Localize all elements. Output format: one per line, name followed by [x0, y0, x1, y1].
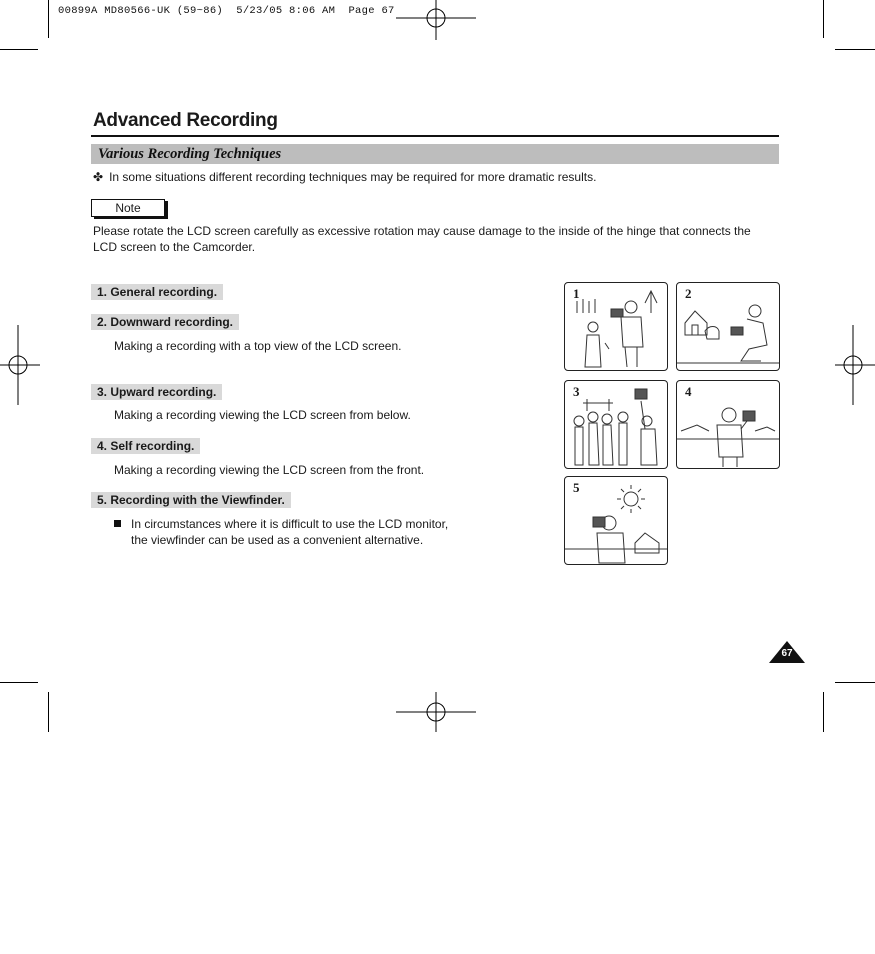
- downward-recording-drawing: [677, 283, 779, 370]
- viewfinder-recording-illustration: [564, 476, 668, 565]
- section-title: Various Recording Techniques: [98, 146, 282, 162]
- viewfinder-bullet: [114, 516, 448, 548]
- step-1-heading: 1. General recording.: [91, 284, 223, 300]
- square-bullet-icon: [114, 520, 121, 527]
- registration-mark-left: [0, 325, 40, 405]
- registration-mark-bottom: [396, 692, 476, 732]
- note-label: Note: [91, 199, 165, 217]
- upward-recording-illustration: [564, 380, 668, 469]
- print-header: 00899A MD80566-UK (59~86) 5/23/05 8:06 AM Page 67: [58, 5, 395, 17]
- registration-mark-right: [835, 325, 875, 405]
- downward-recording-illustration: [676, 282, 780, 371]
- illustration-5-number: 5: [573, 480, 580, 495]
- title-divider: [91, 135, 779, 137]
- step-3-heading: 3. Upward recording.: [91, 384, 222, 400]
- viewfinder-recording-drawing: [565, 477, 667, 564]
- step-4-description: Making a recording viewing the LCD screen from the front.: [114, 463, 425, 477]
- step-4-heading: 4. Self recording.: [91, 438, 200, 454]
- illustration-1-number: 1: [573, 286, 580, 301]
- cross-bullet-icon: ✤: [93, 170, 104, 184]
- self-recording-drawing: [677, 381, 779, 468]
- self-recording-illustration: [676, 380, 780, 469]
- page-number-badge: [769, 641, 805, 663]
- general-recording-drawing: [565, 283, 667, 370]
- illustration-3-number: 3: [573, 384, 580, 399]
- illustration-2-number: 2: [685, 286, 692, 301]
- registration-mark-top: [396, 0, 476, 40]
- illustration-4-number: 4: [685, 384, 692, 399]
- bullet-line-1: In circumstances where it is difficult to use the LCD monitor,: [131, 517, 449, 531]
- general-recording-illustration: [564, 282, 668, 371]
- intro-line: [93, 170, 596, 184]
- page-number: 67: [781, 648, 793, 659]
- note-text: Please rotate the LCD screen carefully as excessive rotation may cause damage to the inside of the hinge that connects the LCD screen to the Camcorder.: [93, 224, 751, 254]
- page-title: Advanced Recording: [93, 110, 278, 131]
- step-2-heading: 2. Downward recording.: [91, 314, 239, 330]
- step-2-description: Making a recording with a top view of the LCD screen.: [114, 339, 402, 353]
- bullet-line-2: the viewfinder can be used as a convenient alternative.: [131, 533, 424, 547]
- intro-text: In some situations different recording techniques may be required for more dramatic results.: [109, 170, 597, 184]
- step-5-heading: 5. Recording with the Viewfinder.: [91, 492, 291, 508]
- step-3-description: Making a recording viewing the LCD screen from below.: [114, 408, 411, 422]
- upward-recording-drawing: [565, 381, 667, 468]
